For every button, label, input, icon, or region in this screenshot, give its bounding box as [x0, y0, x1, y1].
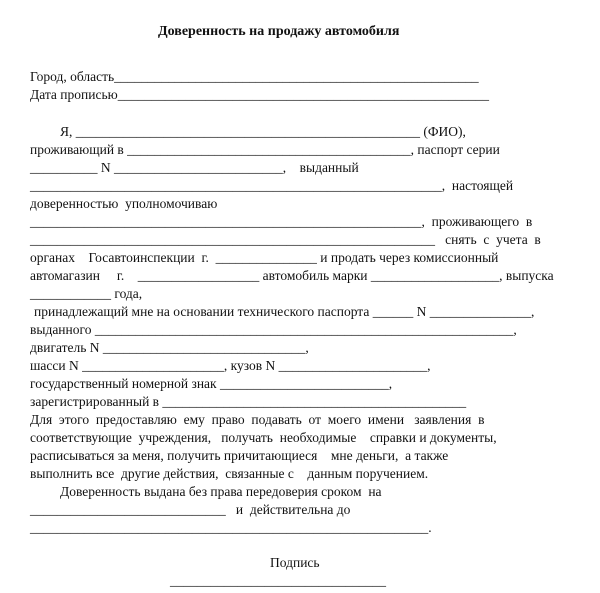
authorize-line: доверенностью уполномочиваю [30, 196, 218, 211]
license-plate-line: государственный номерной знак _________________________, [30, 376, 393, 391]
powers-line-4: выполнить все другие действия, связанные с данным поручением. [30, 466, 429, 481]
chassis-body-line: шасси N _____________________, кузов N ______________________, [30, 358, 431, 373]
valid-until-line: _____________________________ и действительна до [30, 502, 351, 517]
date-in-words-line: Дата прописью_______________________________________________________ [30, 87, 489, 102]
year-line: ____________ года, [30, 286, 143, 301]
traffic-police-line: органах Госавтоинспекции г. _______________ и продать через комиссионный [30, 250, 499, 265]
passport-issuer-line: _____________________________________________________________, настоящей [30, 178, 514, 193]
document-title: Доверенность на продажу автомобиля [158, 24, 400, 39]
city-region-line: Город, область______________________________________________________ [30, 69, 479, 84]
powers-line-2: соответствующие учреждения, получать необходимые справки и документы, [30, 430, 497, 445]
car-make-line: автомагазин г. __________________ автомобиль марки ___________________, выпуска [30, 268, 554, 283]
powers-line-3: расписываться за меня, получить причитающиеся мне деньги, а также [30, 448, 449, 463]
agent-name-line: __________________________________________________________, проживающего в [30, 214, 533, 229]
passport-number-line: __________ N _________________________, выданный [30, 160, 359, 175]
registered-at-line: зарегистрированный в _____________________________________________ [30, 394, 467, 409]
powers-line-1: Для этого предоставляю ему право подавать от моего имени заявления в [30, 412, 485, 427]
valid-until-date-line: ___________________________________________________________. [30, 520, 432, 535]
tech-passport-issuer-line: выданного ______________________________________________________________, [30, 322, 517, 337]
principal-name-line: Я, ___________________________________________________ (ФИО), [60, 124, 466, 139]
engine-number-line: двигатель N ______________________________, [30, 340, 309, 355]
deregister-line: ____________________________________________________________ снять с учета в [30, 232, 541, 247]
residence-passport-line: проживающий в __________________________________________, паспорт серии [30, 142, 500, 157]
signature-label: Подпись [270, 555, 320, 570]
signature-line: ________________________________ [170, 573, 386, 588]
tech-passport-line: принадлежащий мне на основании технического паспорта ______ N _______________, [34, 304, 535, 319]
validity-line: Доверенность выдана без права передоверия сроком на [60, 484, 382, 499]
